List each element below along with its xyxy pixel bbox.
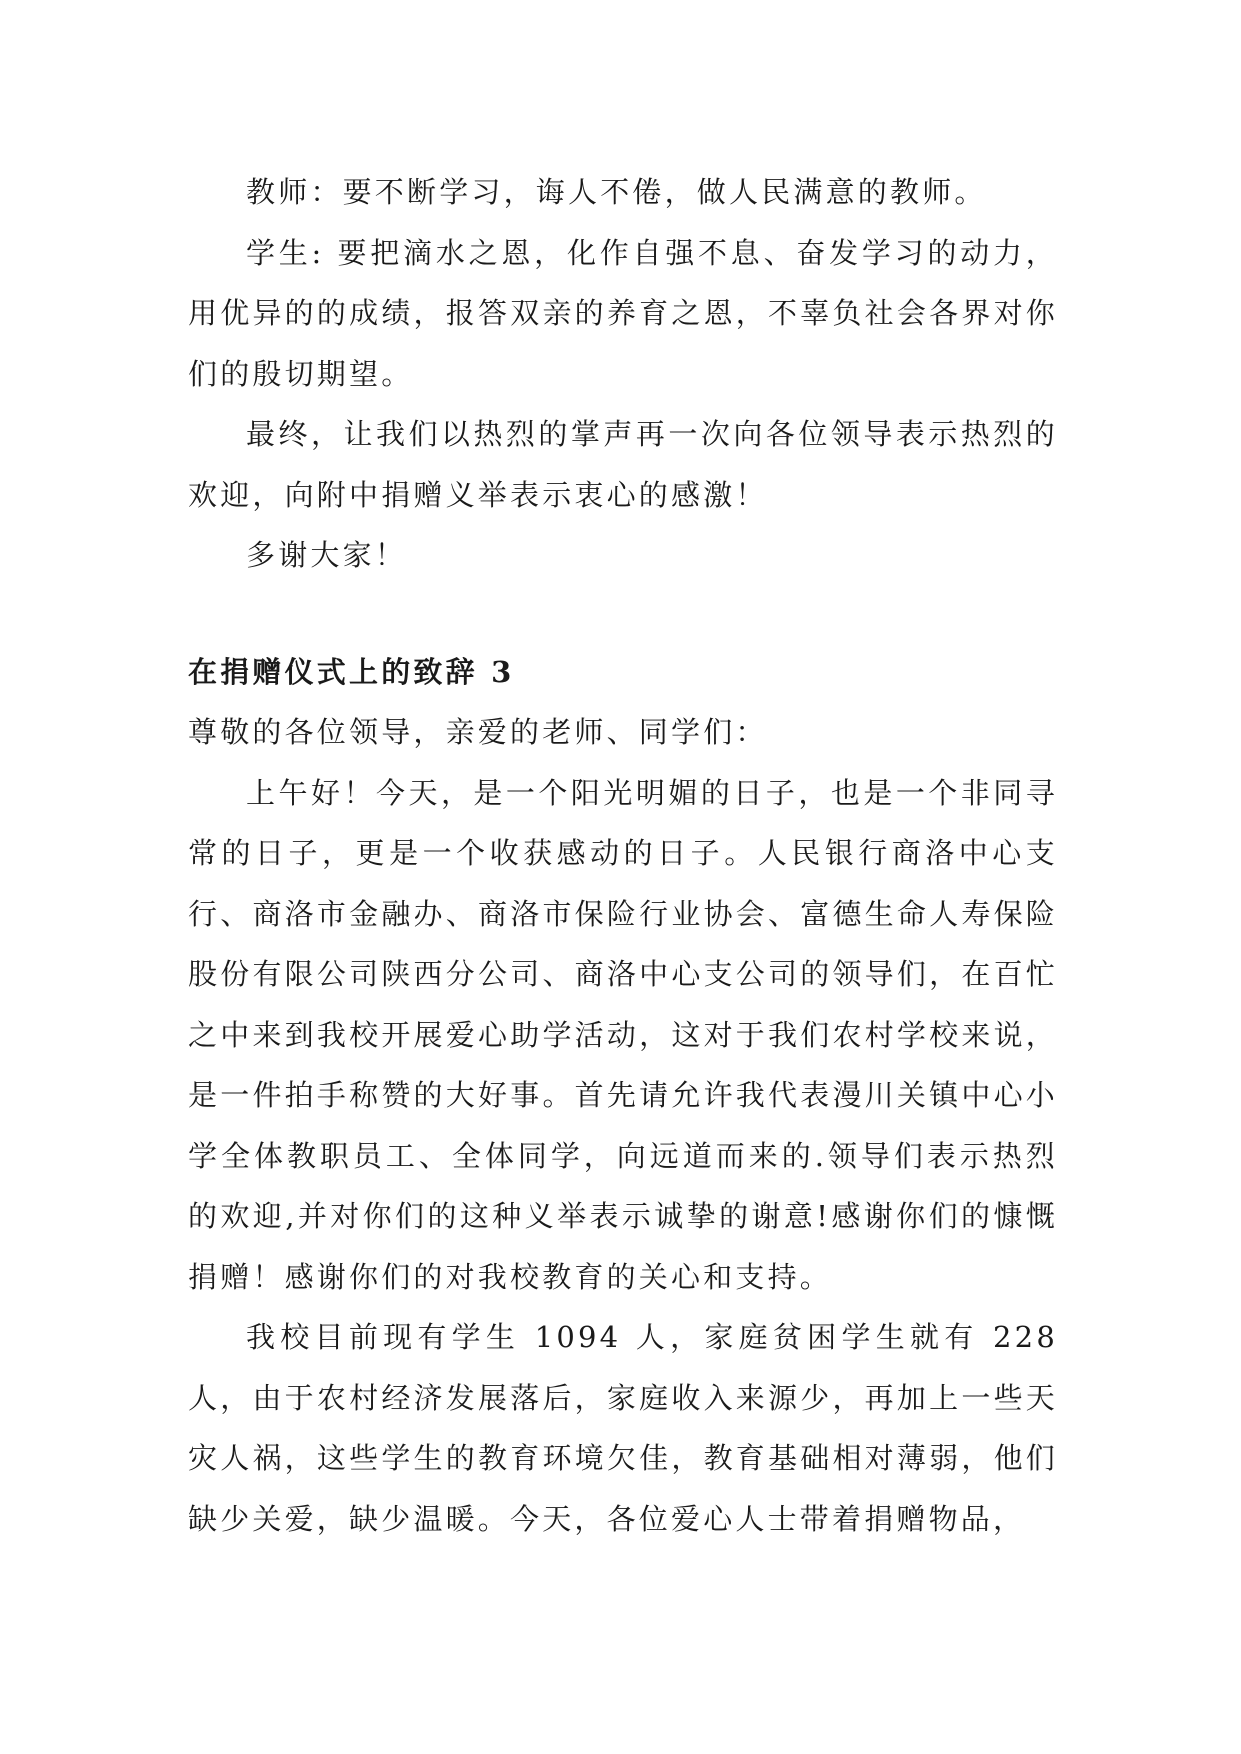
document-page: [188, 162, 1058, 1549]
paragraph-thanks: 多谢大家！: [246, 538, 408, 572]
salutation: 尊敬的各位领导，亲爱的老师、同学们：: [188, 715, 768, 749]
section-spacer: [188, 586, 1058, 642]
section-title: 在捐赠仪式上的致辞 3: [188, 654, 515, 689]
paragraph-greeting: 上午好！今天，是一个阳光明媚的日子，也是一个非同寻常的日子，更是一个收获感动的日子。人民银行商洛中心支行、商洛市金融办、商洛市保险行业协会、富德生命人寿保险股份有限公司陕西分公司、商洛中心支公司的领导们，在百忙之中来到我校开展爱心助学活动，这对于我们农村学校来说，是一件拍手称赞的大好事。首先请允许我代表漫川关镇中心小学全体教职员工、全体同学，向远道而来的.领导们表示热烈的欢迎,并对你们的这种义举表示诚挚的谢意!感谢你们的慷慨捐赠！感谢你们的对我校教育的关心和支持。: [188, 775, 1058, 1294]
paragraph-school-situation: 我校目前现有学生 1094 人，家庭贫困学生就有 228 人，由于农村经济发展落后，家庭收入来源少，再加上一些天灾人祸，这些学生的教育环境欠佳，教育基础相对薄弱，他们缺少关爱，缺少温暖。今天，各位爱心人士带着捐赠物品，: [188, 1320, 1058, 1536]
paragraph-closing: 最终，让我们以热烈的掌声再一次向各位领导表示热烈的欢迎，向附中捐赠义举表示衷心的感激！: [188, 417, 1058, 512]
paragraph-teachers: 教师：要不断学习，诲人不倦，做人民满意的教师。: [246, 175, 987, 209]
paragraph-students: 学生: 要把滴水之恩，化作自强不息、奋发学习的动力，用优异的的成绩，报答双亲的养育之恩，不辜负社会各界对你们的殷切期望。: [188, 235, 1058, 391]
